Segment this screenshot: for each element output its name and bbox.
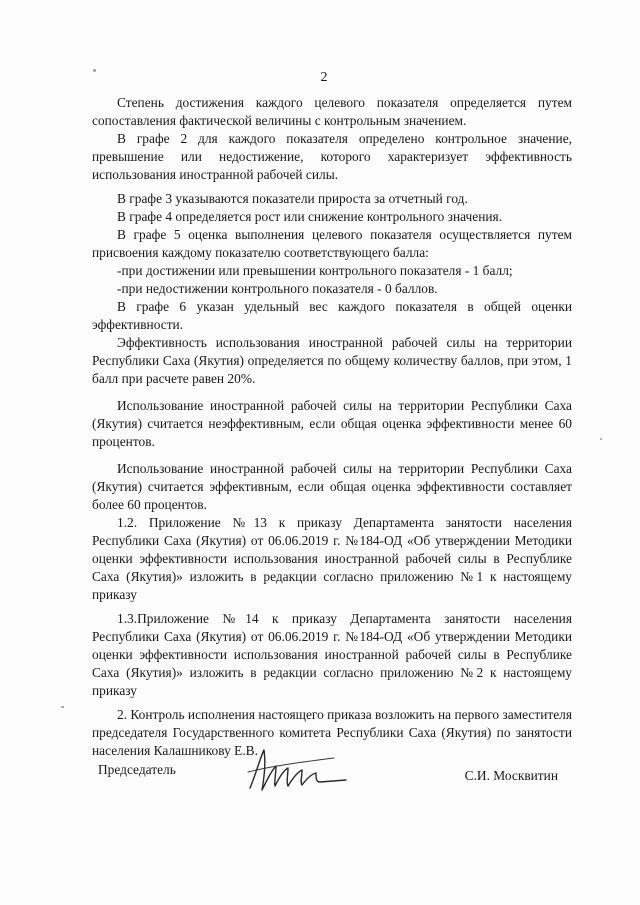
paragraph-item-2: 2. Контроль исполнения настоящего приказа возложить на первого заместителя председателя Государственного комитета Республики Саха (Якутия) по занятости населения Калашникову Е.В. — [92, 707, 572, 758]
paragraph-score-zero: -при недостижении контрольного показателя - 0 баллов. — [117, 281, 438, 296]
signer-name: С.И. Москвитин — [464, 768, 558, 783]
paragraph-column-5: В графе 5 оценка выполнения целевого показателя осуществляется путем присвоения каждому показателю соответствующего балла: — [92, 227, 572, 260]
paragraph-inefficient: Использование иностранной рабочей силы на территории Республики Саха (Якутия) считается неэффективным, если общая оценка эффективности менее 60 процентов. — [92, 398, 572, 449]
document-body — [92, 94, 572, 760]
paragraph-item-1-3: 1.3.Приложение №14 к приказу Департамента занятости населения Республики Саха (Якутия) от 06.06.2019 г. №184-ОД «Об утверждении Методики оценки эффективности использования иностранной рабочей силы в Республике Саха (Якутия)» изложить в редакции согласно приложению №2 к настоящему приказу — [92, 611, 572, 698]
handwritten-signature — [242, 744, 352, 796]
signature-block — [92, 756, 572, 796]
scan-artifact — [61, 706, 64, 708]
paragraph-column-2: В графе 2 для каждого показателя определено контрольное значение, превышение или недостижение, которого характеризует эффективность использования иностранной рабочей силы. — [92, 131, 572, 182]
paragraph-efficient: Использование иностранной рабочей силы на территории Республики Саха (Якутия) считается эффективным, если общая оценка эффективности составляет более 60 процентов. — [92, 461, 572, 512]
page-number: 2 — [320, 70, 328, 85]
paragraph-column-6: В графе 6 указан удельный вес каждого показателя в общей оценки эффективности. — [92, 299, 572, 332]
paragraph-efficiency-definition: Эффективность использования иностранной рабочей силы на территории Республики Саха (Якутия) определяется по общему количеству баллов, при этом, 1 балл при расчете равен 20%. — [92, 335, 572, 386]
paragraph-achievement-degree: Степень достижения каждого целевого показателя определяется путем сопоставления фактической величины с контрольным значением. — [92, 95, 572, 128]
scan-artifact — [93, 69, 96, 72]
paragraph-item-1-2: 1.2. Приложение №13 к приказу Департамента занятости населения Республики Саха (Якутия) от 06.06.2019 г. №184-ОД «Об утверждении Методики оценки эффективности использования иностранной рабочей силы в Республике Саха (Якутия)» изложить в редакции согласно приложению №1 к настоящему приказу — [92, 515, 572, 602]
paragraph-score-one: -при достижении или превышении контрольного показателя - 1 балл; — [117, 263, 513, 278]
signer-title: Председатель — [98, 762, 176, 777]
scan-artifact — [600, 438, 602, 440]
paragraph-column-3: В графе 3 указываются показатели прироста за отчетный год. — [117, 191, 468, 206]
paragraph-column-4: В графе 4 определяется рост или снижение контрольного значения. — [117, 209, 503, 224]
